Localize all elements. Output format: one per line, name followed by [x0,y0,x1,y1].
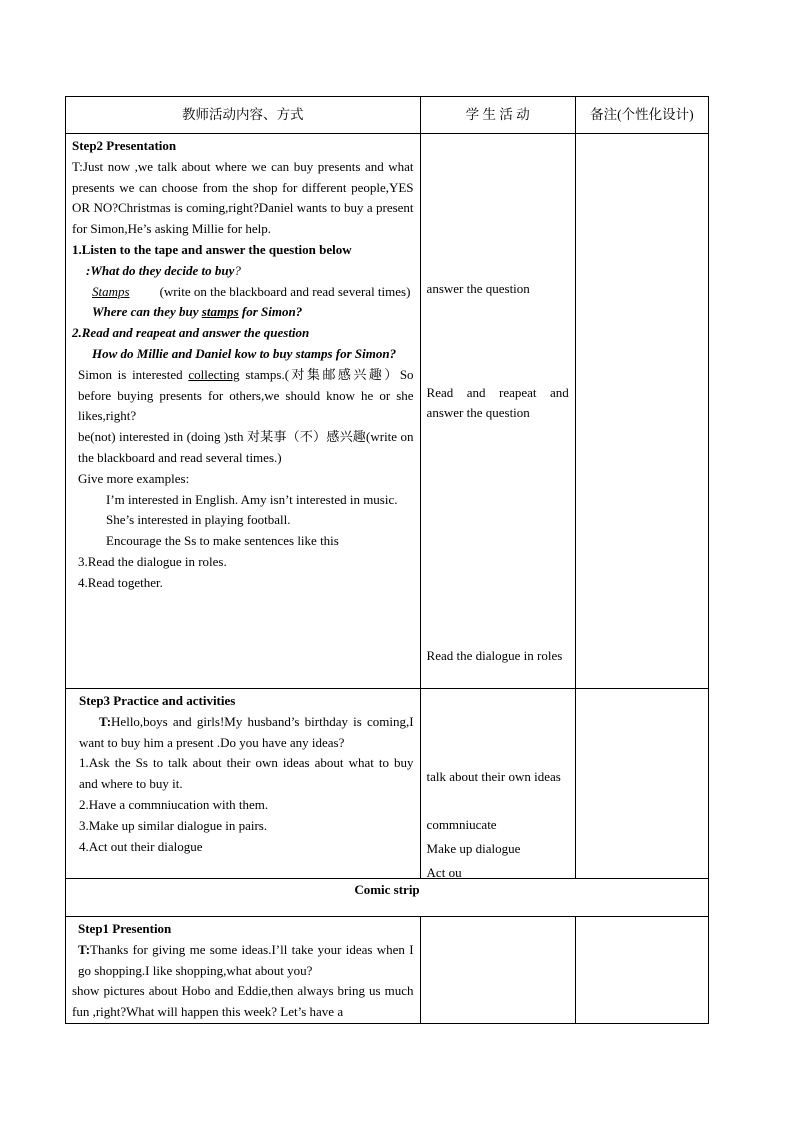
step1-more: show pictures about Hobo and Eddie,then always bring us much fun ,right?What will happen this week? Let’s have a [72,983,414,1020]
step2-q1-mark: ? [234,262,241,278]
step2-q2-post: for Simon? [238,304,303,320]
step3-title: Step3 Practice and activities [79,693,236,708]
step2-step3: 3.Read the dialogue in roles. [78,553,227,569]
step3-student-communicate: commniucate [426,817,497,832]
step2-phrase: be(not) interested in (doing )sth 对某事（不）感兴趣(write on the blackboard and read several times.) [78,429,414,465]
step3-item1: 1.Ask the Ss to talk about their own ideas about what to buy and where to buy it. [79,755,414,792]
step2-simon-pre: Simon is interested [78,366,189,382]
step2-q2-pre: Where can they buy [92,304,202,320]
step2-q1-text: :What do they decide to buy [86,262,235,278]
step2-more-examples: Give more examples: [78,470,190,486]
step2-example2: She’s interested in playing football. [106,512,291,528]
step2-row [66,134,709,689]
answer-blank-line [130,282,160,296]
lesson-plan-page [65,96,709,1024]
step2-answer1 [72,282,414,303]
header-teacher-activity: 教师活动内容、方式 [66,97,421,134]
step3-teacher-cell [66,689,421,879]
step2-intro: T:Just now ,we talk about where we can buy presents and what presents we can choose from the shop for different people,YES OR NO?Christmas is coming,right?Daniel wants to buy a present for Simon,He’s asking Millie for help. [72,158,414,237]
step2-teacher-cell [66,134,421,689]
step3-student-talk: talk about their own ideas [426,769,561,784]
step1-student-cell [420,917,575,1024]
step1-t-label: T: [78,941,91,957]
step2-q2-word: stamps [201,304,239,320]
step2-answer1-rest: (write on the blackboard and read several times) [159,283,411,299]
step2-simon [72,365,414,427]
step2-task2: 2.Read and reapeat and answer the question [72,325,310,341]
step2-simon-post: stamps.(对集邮感兴趣）So before buying presents for others,we should know he or she likes,right? [78,366,414,424]
step3-student-dialogue: Make up dialogue [426,841,521,856]
step3-notes-cell [575,689,708,879]
step2-q2 [72,302,414,323]
step3-teacher-talk [79,712,414,754]
step2-student-answer: answer the question [426,281,530,296]
step2-student-cell [420,134,575,689]
step3-item4: 4.Act out their dialogue [79,838,203,854]
step3-t-text: Hello,boys and girls!My husband’s birthday is coming,I want to buy him a present .Do you have any ideas? [79,713,414,750]
step1-t-text: Thanks for giving me some ideas.I’ll take your ideas when I go shopping.I like shopping,what about you? [78,941,414,978]
step2-q1 [72,261,414,282]
step1-notes-cell [575,917,708,1024]
comic-strip-title: Comic strip [66,879,709,917]
step2-student-read [427,383,569,423]
step2-q3: How do Millie and Daniel kow to buy stamps for Simon? [92,345,397,361]
step2-title: Step2 Presentation [72,138,177,153]
step2-task1: 1.Listen to the tape and answer the question below [72,241,352,257]
step1-teacher-cell [66,917,421,1024]
step1-teacher-talk [72,940,414,982]
step2-simon-word: collecting [188,366,240,382]
step2-student-roles: Read the dialogue in roles [426,648,563,663]
step2-example1: I’m interested in English. Amy isn’t interested in music. [106,491,398,507]
header-student-activity: 学 生 活 动 [420,97,575,134]
step3-student-cell [420,689,575,879]
header-notes: 备注(个性化设计) [575,97,708,134]
step2-answer1-word: Stamps [92,283,130,299]
step2-notes-cell [575,134,708,689]
step2-student-read-text: Read and reapeat and answer the question [426,385,569,420]
step3-item3: 3.Make up similar dialogue in pairs. [79,817,268,833]
step3-t-label: T: [99,713,112,729]
step3-item2: 2.Have a commniucation with them. [79,796,269,812]
step3-row [66,689,709,879]
step2-step4: 4.Read together. [78,574,163,590]
step3-student-act: Act ou [426,865,462,880]
step2-example3: Encourage the Ss to make sentences like this [106,533,339,549]
lesson-plan-table [65,96,709,1024]
comic-strip-row [66,879,709,917]
header-row [66,97,709,134]
step1-row [66,917,709,1024]
step1-title: Step1 Presention [78,921,172,936]
